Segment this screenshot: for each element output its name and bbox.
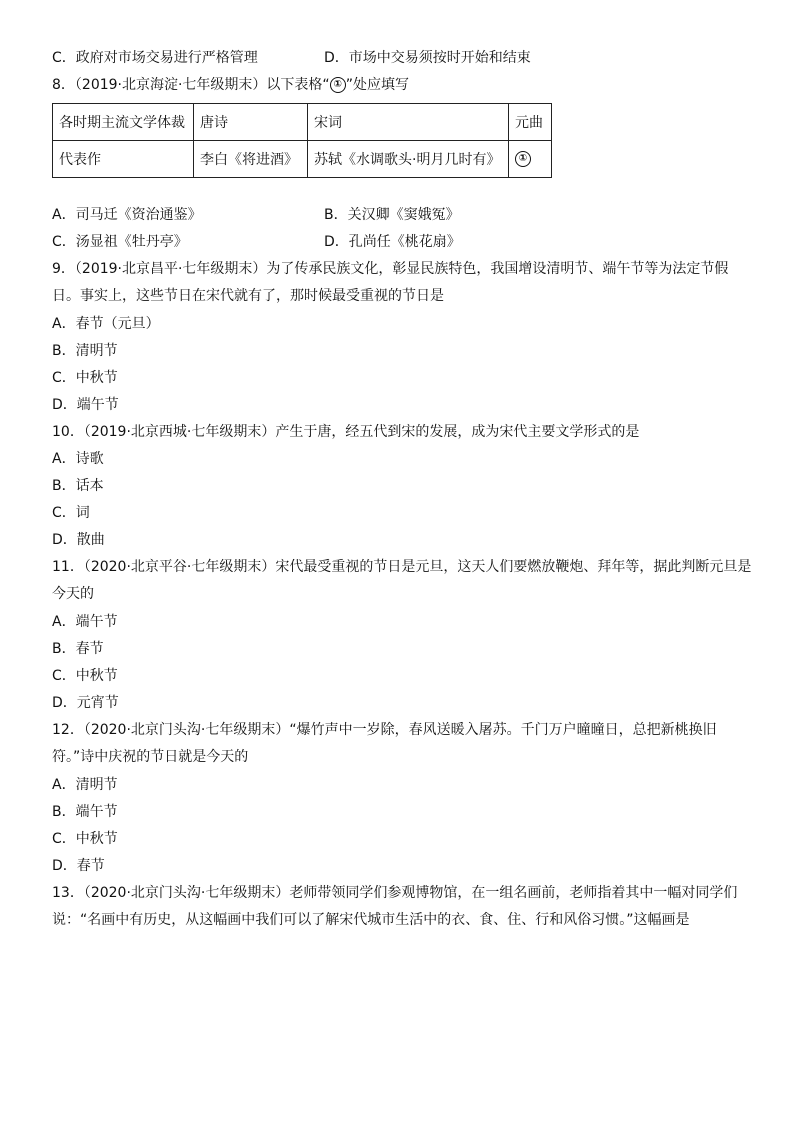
q11-option-c: C．中秋节: [52, 668, 118, 684]
q8-table-cell: 各时期主流文学体裁: [53, 104, 194, 141]
q9-option-b: B．清明节: [52, 343, 118, 359]
q8-option-d: D．孔尚任《桃花扇》: [324, 234, 461, 250]
q10-stem: 10．（2019·北京西城·七年级期末）产生于唐，经五代到宋的发展，成为宋代主要文学形式的是: [52, 424, 640, 440]
q12-option-a: A．清明节: [52, 777, 118, 793]
q12-option-d: D．春节: [52, 858, 105, 874]
q8-table-cell: 元曲: [509, 104, 552, 141]
q11-option-a: A．端午节: [52, 614, 118, 630]
q9-option-a: A．春节（元旦）: [52, 316, 160, 332]
q8-table-cell: 宋词: [308, 104, 509, 141]
q8-table-cell: 李白《将进酒》: [194, 141, 308, 178]
q8-stem-marker: ①: [330, 77, 346, 93]
q8-stem-after: ”处应填写: [345, 77, 409, 93]
q8-table-cell: 苏轼《水调歌头·明月几时有》: [308, 141, 509, 178]
q10-option-d: D．散曲: [52, 532, 105, 548]
q13-stem: 13．（2020·北京门头沟·七年级期末）老师带领同学们参观博物馆，在一组名画前，老师指着其中一幅对同学们说：“名画中有历史，从这幅画中我们可以了解宋代城市生活中的衣、食、住、行和风俗习惯。”这幅画是: [52, 885, 738, 928]
q8-table: [52, 103, 552, 178]
q8-table-cell: 代表作: [53, 141, 194, 178]
q8-option-b: B．关汉卿《窦娥冤》: [324, 207, 460, 223]
q8-option-a: A．司马迁《资治通鉴》: [52, 207, 202, 223]
q8-table-row: [53, 141, 552, 178]
circled-one-marker: ①: [515, 151, 531, 167]
q10-option-b: B．话本: [52, 478, 104, 494]
q11-option-d: D．元宵节: [52, 695, 119, 711]
q7-option-d: D．市场中交易须按时开始和结束: [324, 50, 531, 66]
q9-stem: 9．（2019·北京昌平·七年级期末）为了传承民族文化，彰显民族特色，我国增设清明节、端午节等为法定节假日。事实上，这些节日在宋代就有了，那时候最受重视的节日是: [52, 261, 729, 304]
q8-table-cell: [509, 141, 552, 178]
q7-option-c: C．政府对市场交易进行严格管理: [52, 50, 258, 66]
q10-option-a: A．诗歌: [52, 451, 104, 467]
q12-option-b: B．端午节: [52, 804, 118, 820]
q9-option-d: D．端午节: [52, 397, 119, 413]
q8-table-header-row: [53, 104, 552, 141]
q8-table-cell: 唐诗: [194, 104, 308, 141]
q11-stem: 11．（2020·北京平谷·七年级期末）宋代最受重视的节日是元旦，这天人们要燃放鞭炮、拜年等，据此判断元旦是今天的: [52, 559, 752, 602]
q12-option-c: C．中秋节: [52, 831, 118, 847]
q8-option-c: C．汤显祖《牡丹亭》: [52, 234, 188, 250]
q8-stem: [52, 76, 409, 94]
q10-option-c: C．词: [52, 505, 90, 521]
q8-stem-before: 8．（2019·北京海淀·七年级期末）以下表格“: [52, 77, 330, 93]
q12-stem: 12．（2020·北京门头沟·七年级期末）“爆竹声中一岁除，春风送暖入屠苏。千门万户曈曈日，总把新桃换旧符。”诗中庆祝的节日就是今天的: [52, 722, 717, 765]
q9-option-c: C．中秋节: [52, 370, 118, 386]
q11-option-b: B．春节: [52, 641, 104, 657]
